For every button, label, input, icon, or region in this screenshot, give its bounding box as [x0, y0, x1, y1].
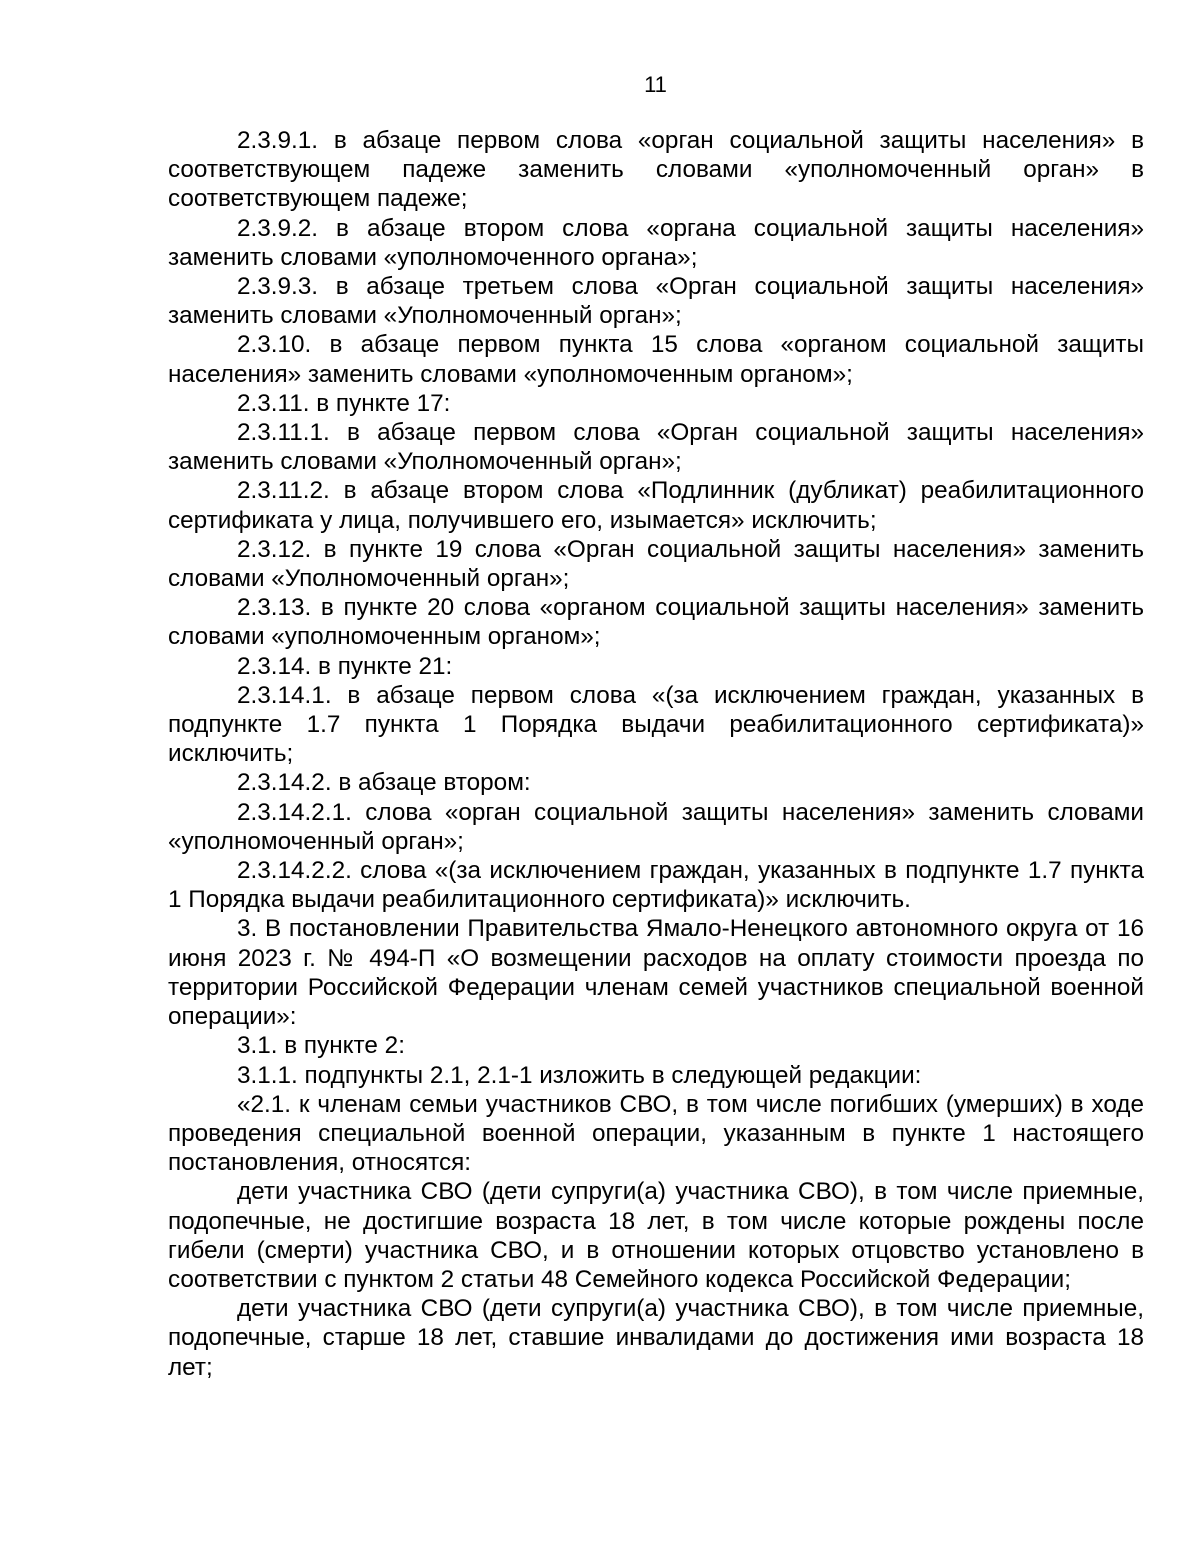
page-number: 11: [644, 72, 667, 97]
paragraph-2-3-10: 2.3.10. в абзаце первом пункта 15 слова «органом социальной защиты населения» заменить словами «уполномоченным органом»;: [168, 331, 1144, 388]
paragraph-2-1-quote: «2.1. к членам семьи участников СВО, в том числе погибших (умерших) в ходе проведения специальной военной операции, указанным в пункте 1 настоящего постановления, относятся:: [168, 1090, 1144, 1177]
paragraph-2-3-9-3: 2.3.9.3. в абзаце третьем слова «Орган социальной защиты населения» заменить словами «Уполномоченный орган»;: [168, 273, 1144, 330]
paragraph-2-3-11-2: 2.3.11.2. в абзаце втором слова «Подлинник (дубликат) реабилитационного сертификата у лица, получившего его, изымается» исключить;: [168, 477, 1144, 534]
paragraph-3-1: 3.1. в пункте 2:: [237, 1032, 405, 1060]
paragraph-2-3-14-1: 2.3.14.1. в абзаце первом слова «(за исключением граждан, указанных в подпункте 1.7 пункта 1 Порядка выдачи реабилитационного сертификата)» исключить;: [168, 681, 1144, 768]
paragraph-2-3-11-1: 2.3.11.1. в абзаце первом слова «Орган социальной защиты населения» заменить словами «Уполномоченный орган»;: [168, 419, 1144, 476]
paragraph-2-3-12: 2.3.12. в пункте 19 слова «Орган социальной защиты населения» заменить словами «Уполномоченный орган»;: [168, 535, 1144, 593]
paragraph-2-3-9-2: 2.3.9.2. в абзаце втором слова «органа социальной защиты населения» заменить словами «уполномоченного органа»;: [168, 214, 1144, 271]
paragraph-children-under-18: дети участника СВО (дети супруги(а) участника СВО), в том числе приемные, подопечные, не достигшие возраста 18 лет, в том числе которые рождены после гибели (смерти) участника СВО, и в отношении которых отцовство установлено в соответствии с пунктом 2 статьи 48 Семейного кодекса Российской Федерации;: [168, 1178, 1144, 1293]
paragraph-2-3-11: 2.3.11. в пункте 17:: [237, 389, 451, 417]
paragraph-2-3-14-2-1: 2.3.14.2.1. слова «орган социальной защиты населения» заменить словами «уполномоченный орган»;: [168, 798, 1144, 855]
paragraph-3-1-1: 3.1.1. подпункты 2.1, 2.1-1 изложить в следующей редакции:: [237, 1061, 922, 1089]
paragraph-2-3-9-1: 2.3.9.1. в абзаце первом слова «орган социальной защиты населения» в соответствующем падеже заменить словами «уполномоченный орган» в соответствующем падеже;: [168, 127, 1144, 213]
document-body: [168, 126, 1144, 1382]
paragraph-2-3-13: 2.3.13. в пункте 20 слова «органом социальной защиты населения» заменить словами «уполномоченным органом»;: [168, 594, 1144, 651]
paragraph-children-over-18: дети участника СВО (дети супруги(а) участника СВО), в том числе приемные, подопечные, старше 18 лет, ставшие инвалидами до достижения ими возраста 18 лет;: [168, 1295, 1144, 1381]
paragraph-3: 3. В постановлении Правительства Ямало-Ненецкого автономного округа от 16 июня 2023 г. № 494-П «О возмещении расходов на оплату стоимости проезда по территории Российской Федерации членам семей участников специальной военной операции»:: [168, 915, 1144, 1031]
paragraph-2-3-14-2-2: 2.3.14.2.2. слова «(за исключением граждан, указанных в подпункте 1.7 пункта 1 Порядка выдачи реабилитационного сертификата)» исключить.: [168, 857, 1144, 914]
paragraph-2-3-14-2: 2.3.14.2. в абзаце втором:: [237, 769, 531, 797]
paragraph-2-3-14: 2.3.14. в пункте 21:: [237, 652, 453, 680]
